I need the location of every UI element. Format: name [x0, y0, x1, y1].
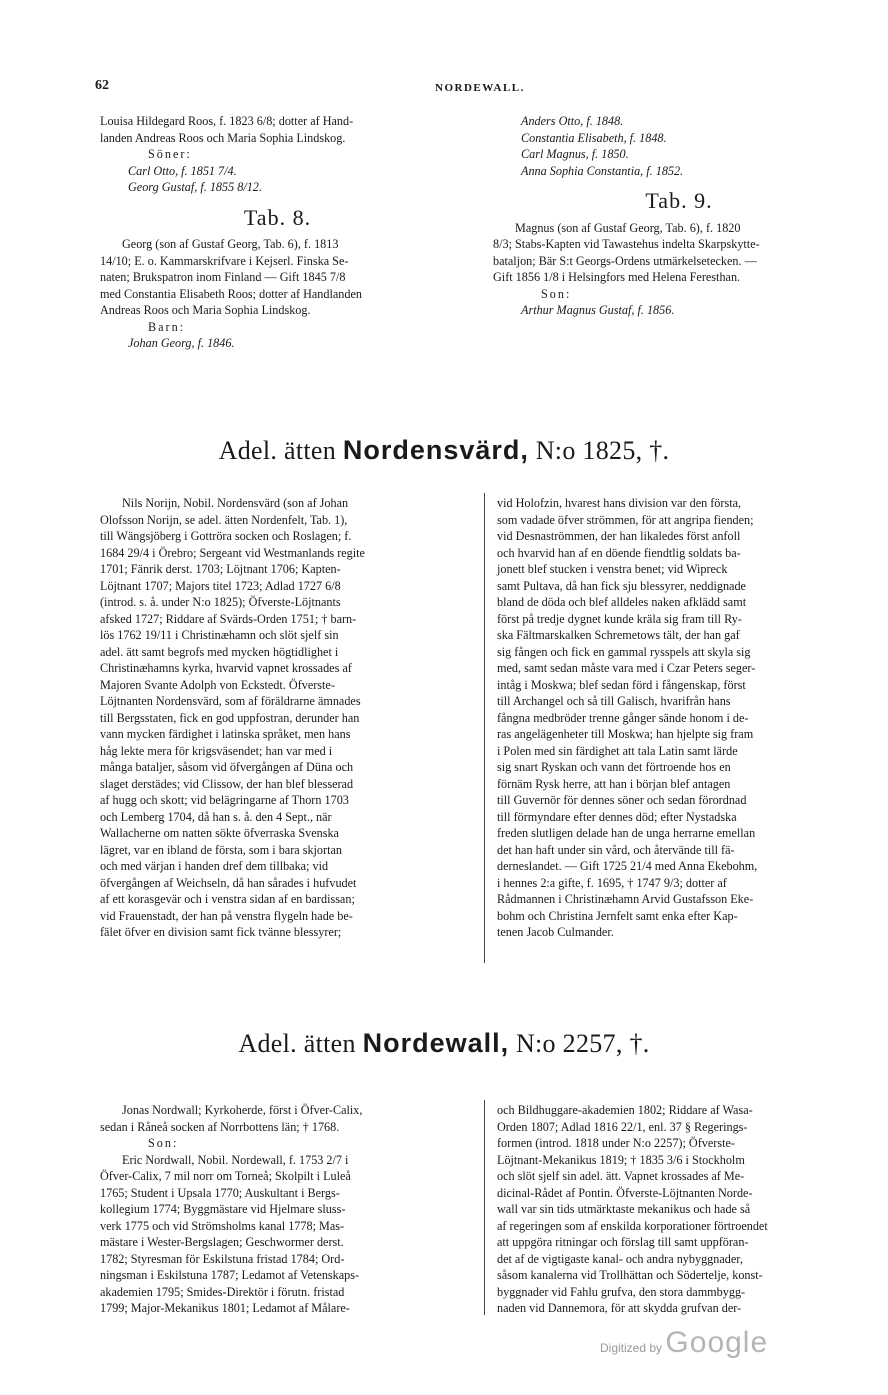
- text-line: många bataljer, såsom vid öfvergången af Düna och: [100, 760, 354, 774]
- text-line: Löjtnanten Nordensvärd, som af föräldrarne ämnades: [100, 694, 361, 708]
- tab-8-heading: Tab. 8.: [243, 204, 312, 230]
- text-line: till Bergsstaten, fick en god uppfostran, derunder han: [100, 710, 360, 725]
- text-line: byggnader vid Fahlu grufva, den stora dammbygg-: [497, 1284, 746, 1299]
- text-line: och slöt sjelf sin adel. ätt. Vapnet krossades af Me-: [497, 1169, 745, 1183]
- title-prefix: Adel. ätten: [238, 1029, 356, 1058]
- top-left-column: [100, 113, 455, 352]
- running-header: [95, 78, 828, 98]
- text-line: 1799; Major-Mekanikus 1801; Ledamot af Målare-: [100, 1301, 350, 1315]
- text-line: Louisa Hildegard Roos, f. 1823 6/8; dotter af Hand-: [100, 114, 354, 128]
- text-line: öfvergången af Weichseln, då han sårades i hufvudet: [100, 875, 357, 890]
- text-line: Öfver-Calix, 7 mil norr om Torneå; Skolpilt i Luleå: [100, 1169, 351, 1183]
- son-entry: Arthur Magnus Gustaf, f. 1856.: [521, 303, 675, 317]
- text-line: formen (introd. 1818 under N:o 2257); Öfverste-: [497, 1136, 735, 1150]
- text-line: fälet öfver en division samt fick tvänne blessyrer;: [100, 925, 342, 939]
- son-label: Son:: [148, 1136, 179, 1150]
- text-line: mästare i Wester-Bergslagen; Geschwormer derst.: [100, 1235, 344, 1249]
- text-line: Rådmannen i Christinæhamn Arvid Gustafsson Eke-: [497, 892, 754, 906]
- text-line: 1782; Styresman för Eskilstuna fristad 1784; Ord-: [100, 1251, 345, 1266]
- title-suffix: N:o 2257, †.: [515, 1029, 650, 1058]
- title-family-name: Nordensvärd,: [342, 435, 529, 465]
- text-line: ska Fältmarskalken Schremetows tält, der han gaf: [497, 628, 740, 642]
- text-line: bohm och Christina Jernfelt samt enka efter Kap-: [497, 908, 738, 923]
- text-line: Gift 1856 1/8 i Helsingfors med Helena Feresthan.: [493, 270, 741, 284]
- text-line: sig snart Ryskan och vann det förtroende hos en: [497, 760, 731, 774]
- entry-georg: [100, 236, 455, 319]
- text-line: först på tredje dygnet kunde kräla sig fram till Ry-: [497, 611, 742, 626]
- text-line: 8/3; Stabs-Kapten vid Tawastehus indelta Skarpskytte-: [493, 237, 760, 251]
- text-line: Löjtnant-Mekanikus 1819; † 1835 3/6 i Stockholm: [497, 1152, 745, 1167]
- text-line: sedan i Råneå socken af Norrbottens län; † 1768.: [100, 1119, 340, 1134]
- text-line: sig fången och fick en gammal rysspels att skyla sig: [497, 644, 751, 659]
- entry-magnus: [493, 220, 865, 286]
- text-line: det han haft under sin vård, och återvände till fä-: [497, 842, 735, 857]
- nordensvard-left-column: [100, 495, 472, 941]
- text-line: naden vid Dannemora, för att skydda grufvan der-: [497, 1301, 742, 1315]
- text-line: till förmyndare efter dennes död; efter Nystadska: [497, 809, 737, 824]
- text-line: vid Holofzin, hvarest hans division var den första,: [497, 496, 742, 510]
- text-line: 1684 29/4 i Örebro; Sergeant vid Westmanlands regite: [100, 545, 365, 560]
- text-line: håg lekte mera för krigsväsendet; han var med i: [100, 743, 333, 758]
- text-line: vid Frauenstadt, der han på venstra flygeln hade be-: [100, 908, 353, 923]
- top-right-column: [493, 113, 865, 319]
- nordewall-right-column: [497, 1102, 865, 1317]
- son-label: Son:: [541, 286, 572, 301]
- entry-jonas: [100, 1102, 472, 1135]
- text-line: tenen Jacob Culmander.: [497, 925, 614, 939]
- text-line: samt Pultava, då han fick sju blessyrer, neddignade: [497, 578, 746, 593]
- text-line: Orden 1807; Adlad 1816 22/1, enl. 37 § Regerings-: [497, 1119, 748, 1134]
- text-line: såsom kanalerna vid Trollhättan och Södertelje, konst-: [497, 1268, 763, 1282]
- text-line: Wallacherne om natten sökte öfverraska Svenska: [100, 826, 339, 840]
- text-line: till Guvernör för dennes söner och sedan förordnad: [497, 793, 747, 807]
- child-entry: Constantia Elisabeth, f. 1848.: [521, 130, 667, 145]
- entry-louisa: [100, 113, 455, 146]
- text-line: Olofsson Norijn, se adel. ätten Nordenfelt, Tab. 1),: [100, 512, 348, 527]
- text-line: dicinal-Rådet af Pontin. Öfverste-Löjtnanten Norde-: [497, 1185, 753, 1200]
- child-entry: Carl Magnus, f. 1850.: [521, 147, 629, 161]
- text-line: Löjtnant 1707; Majors titel 1723; Adlad 1727 6/8: [100, 578, 341, 593]
- title-family-name: Nordewall,: [362, 1028, 510, 1058]
- text-line: till Archangel och så till Galisch, hvarifrån hans: [497, 694, 731, 708]
- text-line: ras angelägenheter till Moskwa; han hjelpte sig fram: [497, 727, 754, 741]
- column-divider: [484, 1100, 485, 1315]
- child-entry: Anna Sophia Constantia, f. 1852.: [521, 163, 684, 178]
- text-line: förnäm Rysk herre, att han i början blef antagen: [497, 776, 731, 791]
- text-line: ningsman i Eskilstuna 1787; Ledamot af Vetenskaps-: [100, 1268, 360, 1282]
- title-prefix: Adel. ätten: [218, 436, 337, 465]
- text-line: Jonas Nordwall; Kyrkoherde, först i Öfver-Calix,: [122, 1103, 363, 1117]
- text-line: naten; Brukspatron inom Finland — Gift 1845 7/8: [100, 270, 346, 284]
- text-line: kollegium 1774; Byggmästare vid Hjelmare sluss-: [100, 1202, 346, 1216]
- text-line: landen Andreas Roos och Maria Sophia Lindskog.: [100, 130, 346, 145]
- page-number: 62: [95, 78, 109, 93]
- text-line: derneslandet. — Gift 1725 21/4 med Anna Ekebohm,: [497, 859, 758, 873]
- section-title-nordewall: [0, 1028, 888, 1058]
- text-line: afsked 1727; Riddare af Svärds-Orden 1751; † barn-: [100, 611, 357, 626]
- text-line: bland de döda och blef alldeles naken afklädd samt: [497, 595, 747, 609]
- column-divider: [484, 493, 485, 963]
- text-line: som vadade öfver strömmen, för att angripa fienden;: [497, 512, 754, 527]
- text-line: akademien 1795; Smides-Direktör i förutn. fristad: [100, 1284, 345, 1299]
- nordensvard-right-column: [497, 495, 865, 941]
- son-entry: Carl Otto, f. 1851 7/4.: [128, 163, 237, 178]
- text-line: af hugg och skott; vid belägringarne af Thorn 1703: [100, 793, 349, 807]
- text-line: af regeringen som af enskilda korporationer förtroendet: [497, 1218, 768, 1233]
- text-line: och Lemberg 1704, då han s. å. den 4 Sept., när: [100, 809, 332, 824]
- text-line: med, samt sedan måste vara med i Czar Peters seger-: [497, 661, 756, 675]
- text-line: Magnus (son af Gustaf Georg, Tab. 6), f. 1820: [515, 220, 741, 235]
- text-line: Georg (son af Gustaf Georg, Tab. 6), f. 1813: [122, 237, 339, 251]
- text-line: att uppgöra ritningar och förslag till samt uppföran-: [497, 1235, 749, 1249]
- entry-eric: [100, 1152, 472, 1317]
- son-entry: Georg Gustaf, f. 1855 8/12.: [128, 180, 262, 194]
- title-suffix: N:o 1825, †.: [535, 436, 670, 465]
- child-entry: Johan Georg, f. 1846.: [128, 336, 235, 350]
- text-line: till Wängsjöberg i Gottröra socken och Roslagen; f.: [100, 529, 352, 543]
- text-line: verk 1775 och vid Strömsholms kanal 1778; Mas-: [100, 1218, 345, 1233]
- text-line: adel. ätt samt begrofs med mycken högtidlighet i: [100, 644, 339, 659]
- text-line: jonett blef stucken i venstra benet; vid Wipreck: [497, 562, 728, 576]
- text-line: vid Desnaströmmen, der han likaledes först anfoll: [497, 529, 741, 543]
- text-line: lägret, var en ibland de första, som i bara skjortan: [100, 842, 342, 857]
- digitized-by-google: [600, 1326, 769, 1359]
- text-line: i hennes 2:a gifte, f. 1695, † 1747 9/3; dotter af: [497, 875, 727, 890]
- text-line: Christinæhamns kyrka, hvarvid vapnet krossades af: [100, 661, 352, 675]
- text-line: och med värjan i handen dref dem tillbaka; vid: [100, 859, 329, 873]
- text-line: lös 1762 19/11 i Christinæhamn och slöt sjelf sin: [100, 628, 339, 642]
- text-line: Majoren Svante Adolph von Eckstedt. Öfverste-: [100, 677, 335, 692]
- digitized-label: Digitized by: [600, 1341, 663, 1355]
- text-line: 1765; Student i Upsala 1770; Auskultant i Bergs-: [100, 1185, 340, 1200]
- text-line: af ett korasgevär och i venstra sidan af en bardissan;: [100, 892, 355, 906]
- barn-label: Barn:: [148, 319, 186, 334]
- text-line: Nils Norijn, Nobil. Nordensvärd (son af Johan: [122, 496, 349, 510]
- google-logo: Google: [665, 1326, 769, 1359]
- nordewall-left-column: [100, 1102, 472, 1317]
- text-line: wall var sin tids utmärktaste mekanikus och hade så: [497, 1202, 751, 1216]
- text-line: intåg i Moskwa; blef sedan förd i fångenskap, först: [497, 677, 746, 692]
- text-line: och hvarvid han af en döende fiendtlig soldats ba-: [497, 545, 741, 560]
- text-line: bataljon; Bär S:t Georgs-Ordens utmärkelsetecken. —: [493, 253, 757, 268]
- child-entry: Anders Otto, f. 1848.: [521, 114, 624, 128]
- soner-label: Söner:: [148, 147, 192, 161]
- text-line: slaget derstädes; vid Clissow, der han blef blesserad: [100, 776, 354, 791]
- section-title-nordensvard: [0, 435, 888, 465]
- text-line: Eric Nordwall, Nobil. Nordewall, f. 1753 2/7 i: [122, 1152, 349, 1167]
- text-line: 14/10; E. o. Kammarskrifvare i Kejserl. Finska Se-: [100, 253, 349, 268]
- text-line: det af de vigtigaste kanal- och andra nybyggnader,: [497, 1251, 743, 1266]
- text-line: vann mycken färdighet i latinska språket, men hans: [100, 727, 351, 741]
- text-line: (introd. s. å. under N:o 1825); Öfverste-Löjtnants: [100, 595, 341, 609]
- text-line: i Polen med sin färdighet att tala Latin samt lärde: [497, 743, 738, 758]
- tab-9-heading: Tab. 9.: [645, 188, 713, 213]
- text-line: fångna medbröder trenne gånger sände honom i de-: [497, 710, 749, 725]
- text-line: och Bildhuggare-akademien 1802; Riddare af Wasa-: [497, 1103, 753, 1117]
- text-line: Andreas Roos och Maria Sophia Lindskog.: [100, 303, 311, 317]
- text-line: freden slutligen delade han de unga herrarne emellan: [497, 826, 756, 840]
- running-title: NORDEWALL.: [435, 82, 525, 94]
- text-line: 1701; Fänrik derst. 1703; Löjtnant 1706; Kapten-: [100, 562, 341, 576]
- text-line: med Constantia Elisabeth Roos; dotter af Handlanden: [100, 286, 362, 301]
